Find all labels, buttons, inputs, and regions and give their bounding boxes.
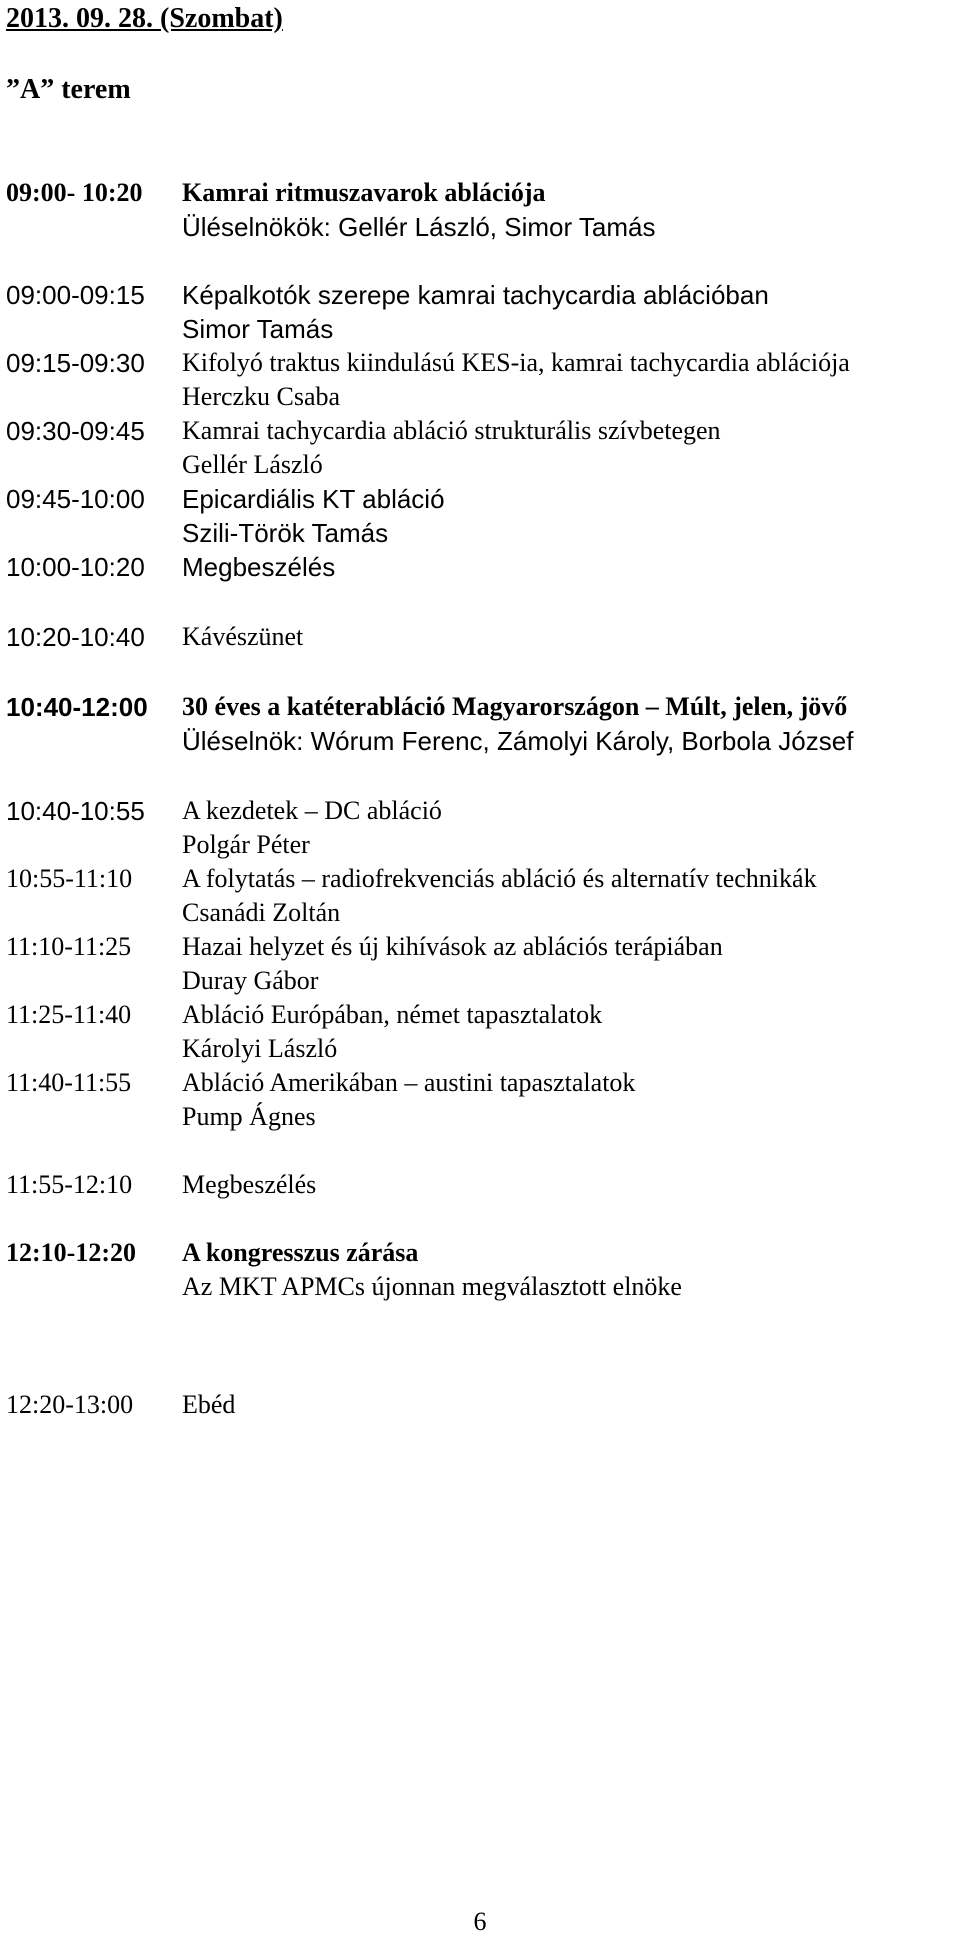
- talk-speaker: Duray Gábor: [182, 966, 319, 995]
- page-number: 6: [473, 1907, 487, 1936]
- talk-speaker: Gellér László: [182, 450, 323, 479]
- discussion-time: 10:00-10:20: [6, 552, 145, 582]
- talk-speaker: Károlyi László: [182, 1034, 338, 1063]
- talk-title: A folytatás – radiofrekvenciás abláció és alternatív technikák: [182, 864, 817, 893]
- session-time: 09:00- 10:20: [6, 178, 143, 207]
- talk-title: Epicardiális KT abláció: [182, 484, 445, 514]
- closing-time: 12:10-12:20: [6, 1238, 136, 1267]
- closing-speaker: Az MKT APMCs újonnan megválasztott elnöke: [182, 1272, 682, 1301]
- talk-title: Képalkotók szerepe kamrai tachycardia ablációban: [182, 280, 769, 310]
- talk-title: Abláció Európában, német tapasztalatok: [182, 1000, 603, 1029]
- talk-speaker: Csanádi Zoltán: [182, 898, 341, 927]
- talk-speaker: Simor Tamás: [182, 314, 334, 344]
- talk-title: Kamrai tachycardia abláció strukturális szívbetegen: [182, 416, 721, 445]
- session-title: Kamrai ritmuszavarok ablációja: [182, 178, 546, 207]
- talk-time: 09:30-09:45: [6, 416, 145, 446]
- session-chairs: Üléselnök: Wórum Ferenc, Zámolyi Károly, Borbola József: [182, 726, 854, 756]
- talk-speaker: Polgár Péter: [182, 830, 310, 859]
- break-title: Kávészünet: [182, 622, 304, 651]
- discussion-time: 11:55-12:10: [6, 1170, 133, 1199]
- closing-title: A kongresszus zárása: [182, 1238, 419, 1267]
- discussion-title: Megbeszélés: [182, 1170, 317, 1199]
- talk-speaker: Herczku Csaba: [182, 382, 341, 411]
- lunch-time: 12:20-13:00: [6, 1390, 134, 1419]
- talk-time: 11:40-11:55: [6, 1068, 132, 1097]
- discussion-title: Megbeszélés: [182, 552, 336, 582]
- session-chairs: Üléselnökök: Gellér László, Simor Tamás: [182, 212, 656, 242]
- talk-title: Kifolyó traktus kiindulású KES-ia, kamrai tachycardia ablációja: [182, 348, 850, 377]
- talk-time: 10:55-11:10: [6, 864, 133, 893]
- talk-time: 09:15-09:30: [6, 348, 145, 378]
- talk-time: 10:40-10:55: [6, 796, 145, 826]
- lunch-title: Ebéd: [182, 1390, 236, 1419]
- talk-time: 11:25-11:40: [6, 1000, 132, 1029]
- talk-speaker: Szili-Török Tamás: [182, 518, 389, 548]
- talk-title: Hazai helyzet és új kihívások az ablációs terápiában: [182, 932, 723, 961]
- break-time: 10:20-10:40: [6, 622, 145, 652]
- day-heading: 2013. 09. 28. (Szombat): [6, 3, 283, 34]
- talk-time: 09:00-09:15: [6, 280, 145, 310]
- talk-title: A kezdetek – DC abláció: [182, 796, 442, 825]
- talk-time: 09:45-10:00: [6, 484, 145, 514]
- session-title: 30 éves a katéterabláció Magyarországon – Múlt, jelen, jövő: [182, 692, 848, 721]
- talk-title: Abláció Amerikában – austini tapasztalatok: [182, 1068, 636, 1097]
- room-heading: ”A” terem: [6, 74, 131, 105]
- session-time: 10:40-12:00: [6, 692, 148, 722]
- talk-speaker: Pump Ágnes: [182, 1102, 316, 1131]
- talk-time: 11:10-11:25: [6, 932, 132, 961]
